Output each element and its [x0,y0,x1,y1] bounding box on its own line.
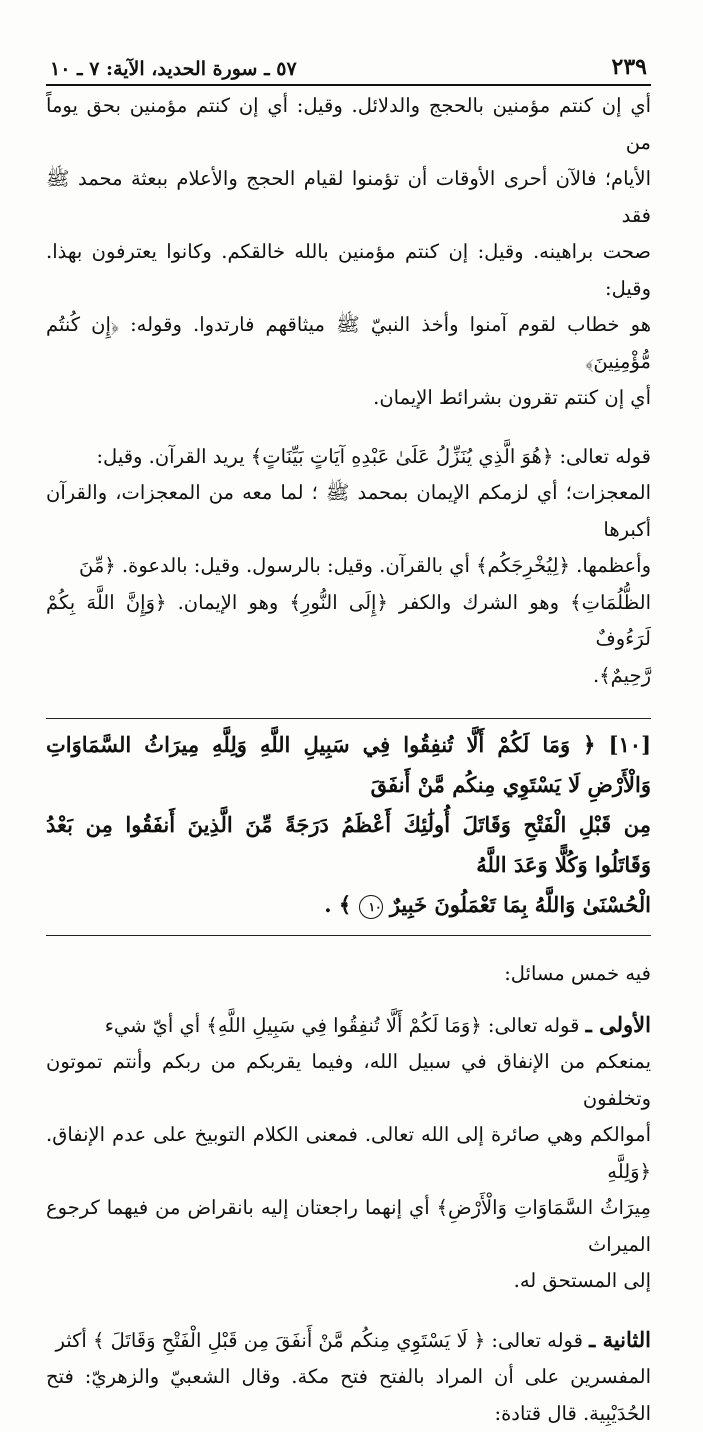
text-line: إلى المستحق له. [46,1263,651,1300]
text-line: أموالكم وهي صائرة إلى الله تعالى. فمعنى الكلام التوبيخ على عدم الإنفاق. ﴿وَلِلَّهِ [46,1117,651,1190]
text-line: قوله تعالى: ﴿هُوَ الَّذِي يُنَزِّلُ عَلَىٰ عَبْدِهِ آيَاتٍ بَيِّنَاتٍ﴾ يريد القرآن. وقيل: [46,439,651,476]
verse-line: مِن قَبْلِ الْفَتْحِ وَقَاتَلَ أُولَٰئِكَ أَعْظَمُ دَرَجَةً مِّنَ الَّذِينَ أَنفَقُوا مِن بَعْدُ وَقَاتَلُوا وَكُلًّا وَعَدَ اللَّهُ [46,805,651,885]
paragraph-issue-1 [46,1007,651,1300]
verse-text: الْحُسْنَىٰ وَاللَّهُ بِمَا تَعْمَلُونَ خَبِيرٌ [390,892,651,917]
text-line: الأيام؛ فالآن أحرى الأوقات أن تؤمنوا لقيام الحجج والأعلام ببعثة محمد ﷺ فقد [46,161,651,234]
issue-label: الثانية ـ [589,1327,651,1352]
text-line: يمنعكم من الإنفاق في سبيل الله، وفيما يقربكم من ربكم وأنتم تموتون وتخلفون [46,1044,651,1117]
verse-text: ﴿ وَمَا لَكُمْ أَلَّا تُنفِقُوا فِي سَبِيلِ اللَّهِ وَلِلَّهِ مِيرَاثُ السَّمَاوَاتِ وَالْأَرْضِ لَا يَسْتَوِي مِنكُم مَّنْ أَنفَقَ [46,732,651,797]
text-line: صحت براهينه. وقيل: إن كنتم مؤمنين بالله خالقكم. وكانوا يعترفون بهذا. وقيل: [46,234,651,307]
paragraph-issue-2 [46,1322,651,1432]
quran-verse-block [46,718,651,936]
verse-line [46,725,651,805]
text-line: المفسرين على أن المراد بالفتح فتح مكة. وقال الشعبيّ والزهريّ: فتح الحُدَيْبِية. قال قتادة: [46,1359,651,1432]
text-line: الظُّلُمَاتِ﴾ وهو الشرك والكفر ﴿إِلَى النُّورِ﴾ وهو الإيمان. ﴿وَإِنَّ اللَّهَ بِكُمْ لَرَءُوفٌ [46,585,651,658]
paragraph-commentary-1 [46,88,651,417]
text-line: المعجزات؛ أي لزمكم الإيمان بمحمد ﷺ ؛ لما معه من المعجزات، والقرآن أكبرها [46,475,651,548]
text-line: أي إن كنتم تقرون بشرائط الإيمان. [46,380,651,417]
page-number: ٢٣٩ [612,54,647,80]
text-line [46,1007,651,1045]
text-line: رَّحِيمٌ﴾. [46,658,651,695]
ayah-number-marker: ١٠ [359,895,383,919]
text-line: أي إن كنتم مؤمنين بالحجج والدلائل. وقيل: أي إن كنتم مؤمنين بحق يوماً من [46,88,651,161]
text-run: قوله تعالى: ﴿وَمَا لَكُمْ أَلَّا تُنفِقُوا فِي سَبِيلِ اللَّهِ﴾ أي أيّ شيء [105,1014,580,1037]
verse-line [46,885,651,925]
page-header [46,54,651,86]
running-title: ٥٧ ـ سورة الحديد، الآية: ٧ ـ ١٠ [50,58,297,80]
text-run: قوله تعالى: ﴿ لَا يَسْتَوِي مِنكُم مَّنْ أَنفَقَ مِن قَبْلِ الْفَتْحِ وَقَاتَلَ ﴾ أكثر [55,1329,582,1352]
issue-label: الأولى ـ [586,1012,651,1037]
paragraph-commentary-2 [46,439,651,695]
text-line [46,1322,651,1360]
verse-number: [١٠] [609,732,651,757]
section-intro: فيه خمس مسائل: [46,956,651,993]
verse-close: ﴾ . [324,892,351,917]
text-line: هو خطاب لقوم آمنوا وأخذ النبيّ ﷺ ميثاقهم فارتدوا. وقوله: ﴿إِن كُنتُم مُّؤْمِنِينَ﴾ [46,307,651,380]
text-line: مِيرَاثُ السَّمَاوَاتِ وَالْأَرْضِ﴾ أي إنهما راجعتان إليه بانقراض من فيهما كرجوع الميراث [46,1190,651,1263]
text-line: وأعظمها. ﴿لِيُخْرِجَكُم﴾ أي بالقرآن. وقيل: بالرسول. وقيل: بالدعوة. ﴿مِّنَ [46,548,651,585]
